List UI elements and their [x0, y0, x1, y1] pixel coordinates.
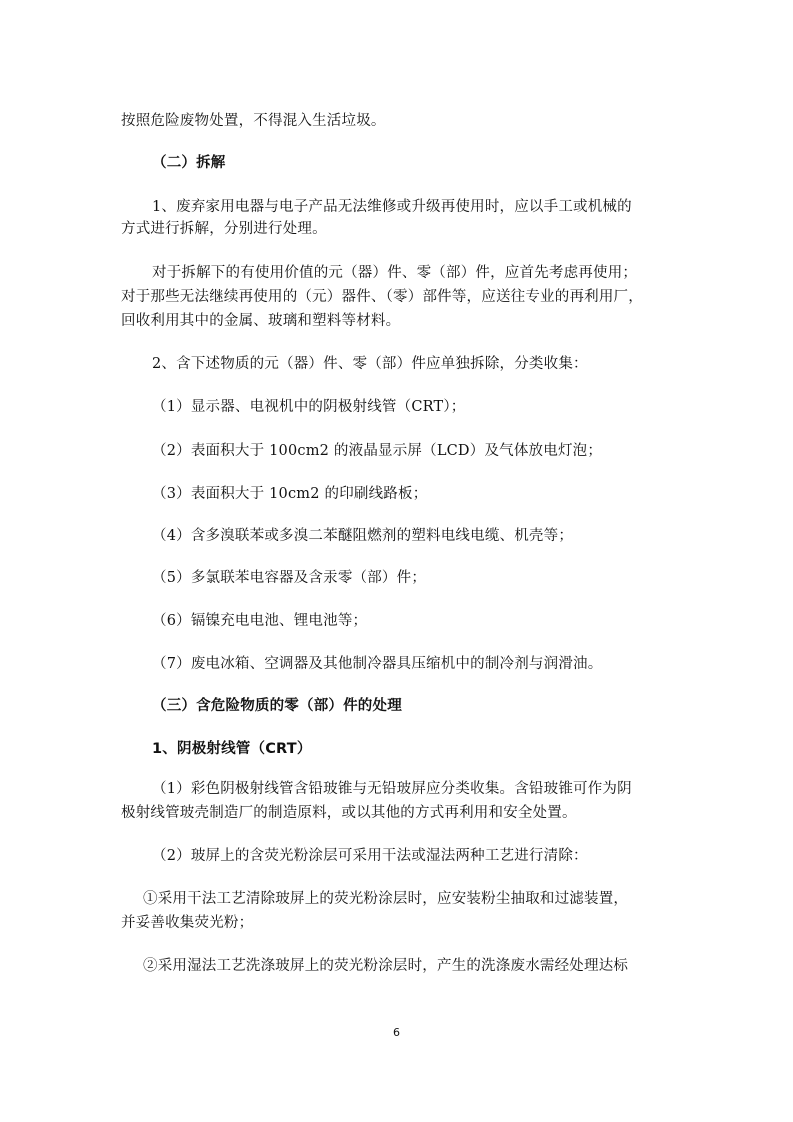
list-item: （6）镉镍充电电池、锂电池等； [152, 613, 368, 629]
paragraph-line: 按照危险废物处置，不得混入生活垃圾。 [121, 113, 386, 129]
paragraph-line: 方式进行拆解，分别进行处理。 [121, 221, 327, 237]
subsection-heading: 1、阴极射线管（CRT） [152, 741, 312, 757]
paragraph-line: ①采用干法工艺清除玻屏上的荧光粉涂层时，应安装粉尘抽取和过滤装置， [143, 891, 629, 907]
paragraph-line: （2）玻屏上的含荧光粉涂层可采用干法或湿法两种工艺进行清除： [152, 848, 588, 864]
paragraph-line: 2、含下述物质的元（器）件、零（部）件应单独拆除，分类收集： [152, 356, 588, 372]
paragraph-line: 对于那些无法继续再使用的（元）器件、（零）部件等，应送往专业的再利用厂， [121, 289, 643, 305]
paragraph-line: ②采用湿法工艺洗涤玻屏上的荧光粉涂层时，产生的洗涤废水需经处理达标 [143, 958, 629, 974]
list-item: （4）含多溴联苯或多溴二苯醚阻燃剂的塑料电线电缆、机壳等； [152, 528, 574, 544]
list-item: （3）表面积大于 10cm2 的印刷线路板； [152, 486, 428, 502]
list-item: （5）多氯联苯电容器及含汞零（部）件； [152, 570, 427, 586]
list-item: （7）废电冰箱、空调器及其他制冷器具压缩机中的制冷剂与润滑油。 [152, 656, 603, 672]
list-item: （1）显示器、电视机中的阴极射线管（CRT）； [152, 399, 466, 415]
paragraph-line: 1、废弃家用电器与电子产品无法维修或升级再使用时，应以手工或机械的 [152, 199, 632, 215]
section-heading: （二）拆解 [152, 155, 226, 171]
page-number: 6 [393, 1026, 400, 1039]
paragraph-line: 对于拆解下的有使用价值的元（器）件、零（部）件，应首先考虑再使用； [152, 265, 638, 281]
section-heading: （三）含危险物质的零（部）件的处理 [152, 698, 402, 714]
paragraph-line: 并妥善收集荧光粉； [121, 915, 254, 931]
paragraph-line: （1）彩色阴极射线管含铅玻锥与无铅玻屏应分类收集。含铅玻锥可作为阴 [152, 781, 632, 797]
paragraph-line: 极射线管玻壳制造厂的制造原料，或以其他的方式再利用和安全处置。 [121, 805, 577, 821]
list-item: （2）表面积大于 100cm2 的液晶显示屏（LCD）及气体放电灯泡； [152, 443, 603, 459]
paragraph-line: 回收利用其中的金属、玻璃和塑料等材料。 [121, 313, 401, 329]
